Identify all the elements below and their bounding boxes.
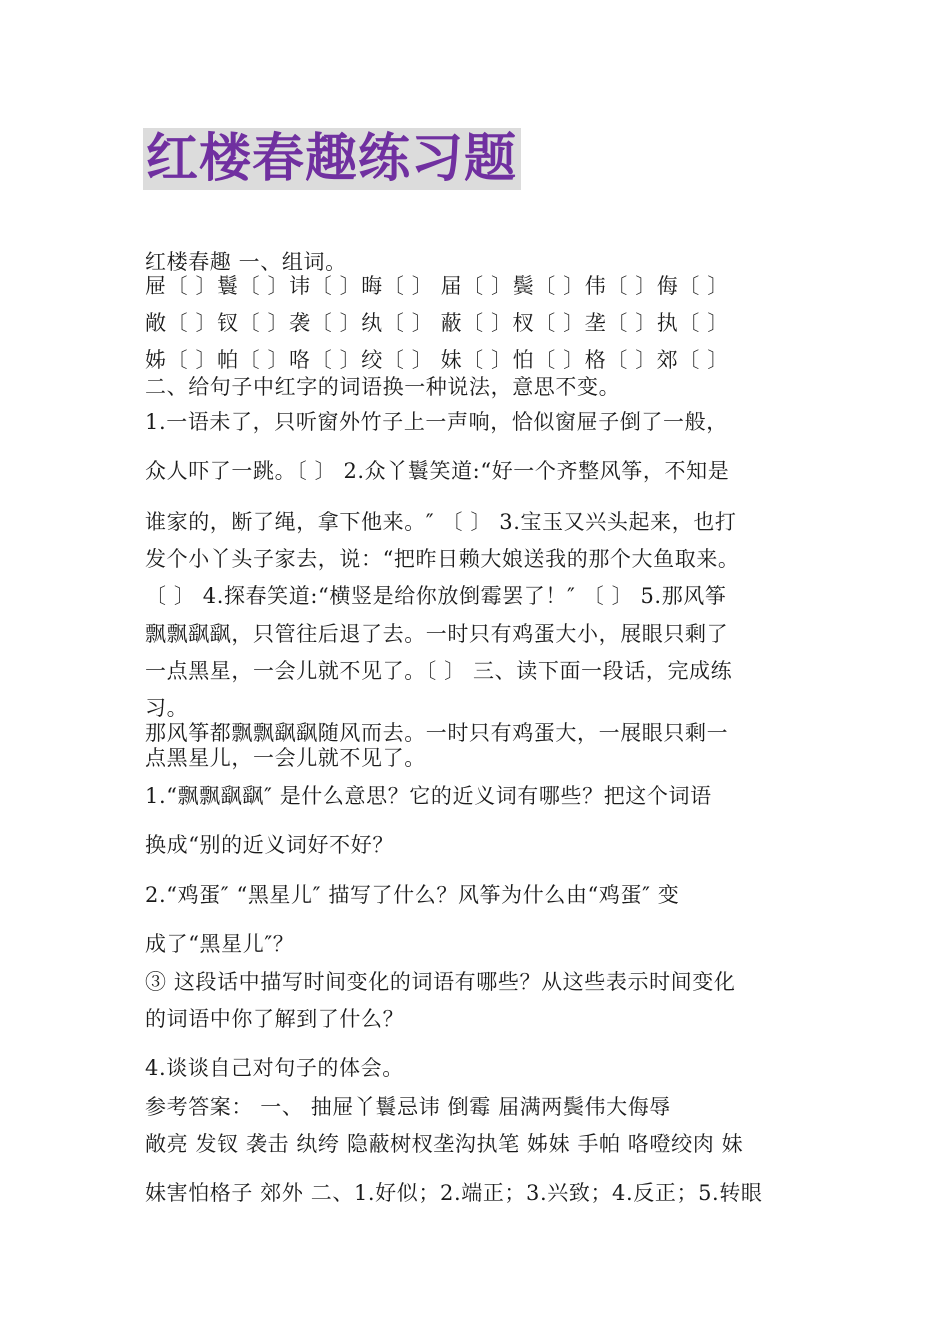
- text-line: 飘飘飖飖，只管往后退了去。一时只有鸡蛋大小，展眼只剩了: [145, 622, 729, 646]
- text-line: 4.谈谈自己对句子的体会。: [145, 1056, 404, 1080]
- text-line: 2.“鸡蛋″ “黑星儿″ 描写了什么？风筝为什么由“鸡蛋″ 变: [145, 883, 680, 907]
- text-line: 妹害怕格子 郊外 二、1.好似；2.端正；3.兴致；4.反正；5.转眼: [145, 1181, 763, 1205]
- text-line: 成了“黑星儿″？: [145, 932, 295, 956]
- text-line: 参考答案： 一、 抽屉丫鬟忌讳 倒霉 届满两鬓伟大侮辱: [145, 1095, 671, 1119]
- text-line: 1.一语未了，只听窗外竹子上一声响，恰似窗屉子倒了一般，: [145, 410, 728, 434]
- text-line: 姊〔 〕帕〔 〕咯〔 〕绞〔 〕 妹〔 〕怕〔 〕格〔 〕郊〔 〕: [145, 348, 729, 372]
- text-line: 谁家的，断了绳，拿下他来。″ 〔 〕 3.宝玉又兴头起来，也打: [145, 510, 737, 534]
- text-line: 一点黑星，一会儿就不见了。〔 〕 三、读下面一段话，完成练: [145, 659, 733, 683]
- text-line: 1.“飘飘飖飖″ 是什么意思？它的近义词有哪些？把这个词语: [145, 784, 712, 808]
- text-line: 红楼春趣 一、组词。: [145, 250, 347, 274]
- text-line: 敞亮 发钗 袭击 纨绔 隐蔽树杈垄沟执笔 姊妹 手帕 咯噔绞肉 妹: [145, 1132, 744, 1156]
- text-line: 那风筝都飘飘飖飖随风而去。一时只有鸡蛋大，一展眼只剩一: [145, 721, 729, 745]
- text-line: 发个小丫头子家去，说：“把昨日赖大娘送我的那个大鱼取来。: [145, 547, 740, 571]
- text-line: 二、给句子中红字的词语换一种说法，意思不变。: [145, 375, 621, 399]
- text-line: 屉〔 〕鬟〔 〕讳〔 〕晦〔 〕 届〔 〕鬓〔 〕伟〔 〕侮〔 〕: [145, 274, 729, 298]
- text-line: 〔 〕 4.探春笑道:“横竖是给你放倒霉罢了！″ 〔 〕 5.那风筝: [145, 584, 727, 608]
- text-line: ③ 这段话中描写时间变化的词语有哪些？从这些表示时间变化: [145, 970, 736, 994]
- text-line: 众人吓了一跳。〔 〕 2.众丫鬟笑道:“好一个齐整风筝，不知是: [145, 459, 730, 483]
- text-line: 点黑星儿，一会儿就不见了。: [145, 746, 426, 770]
- text-line: 敞〔 〕钗〔 〕袭〔 〕纨〔 〕 蔽〔 〕杈〔 〕垄〔 〕执〔 〕: [145, 311, 729, 335]
- text-line: 习。: [145, 696, 189, 720]
- text-line: 的词语中你了解到了什么？: [145, 1007, 405, 1031]
- document-title: 红楼春趣练习题: [143, 128, 521, 190]
- text-line: 换成“别的近义词好不好？: [145, 833, 394, 857]
